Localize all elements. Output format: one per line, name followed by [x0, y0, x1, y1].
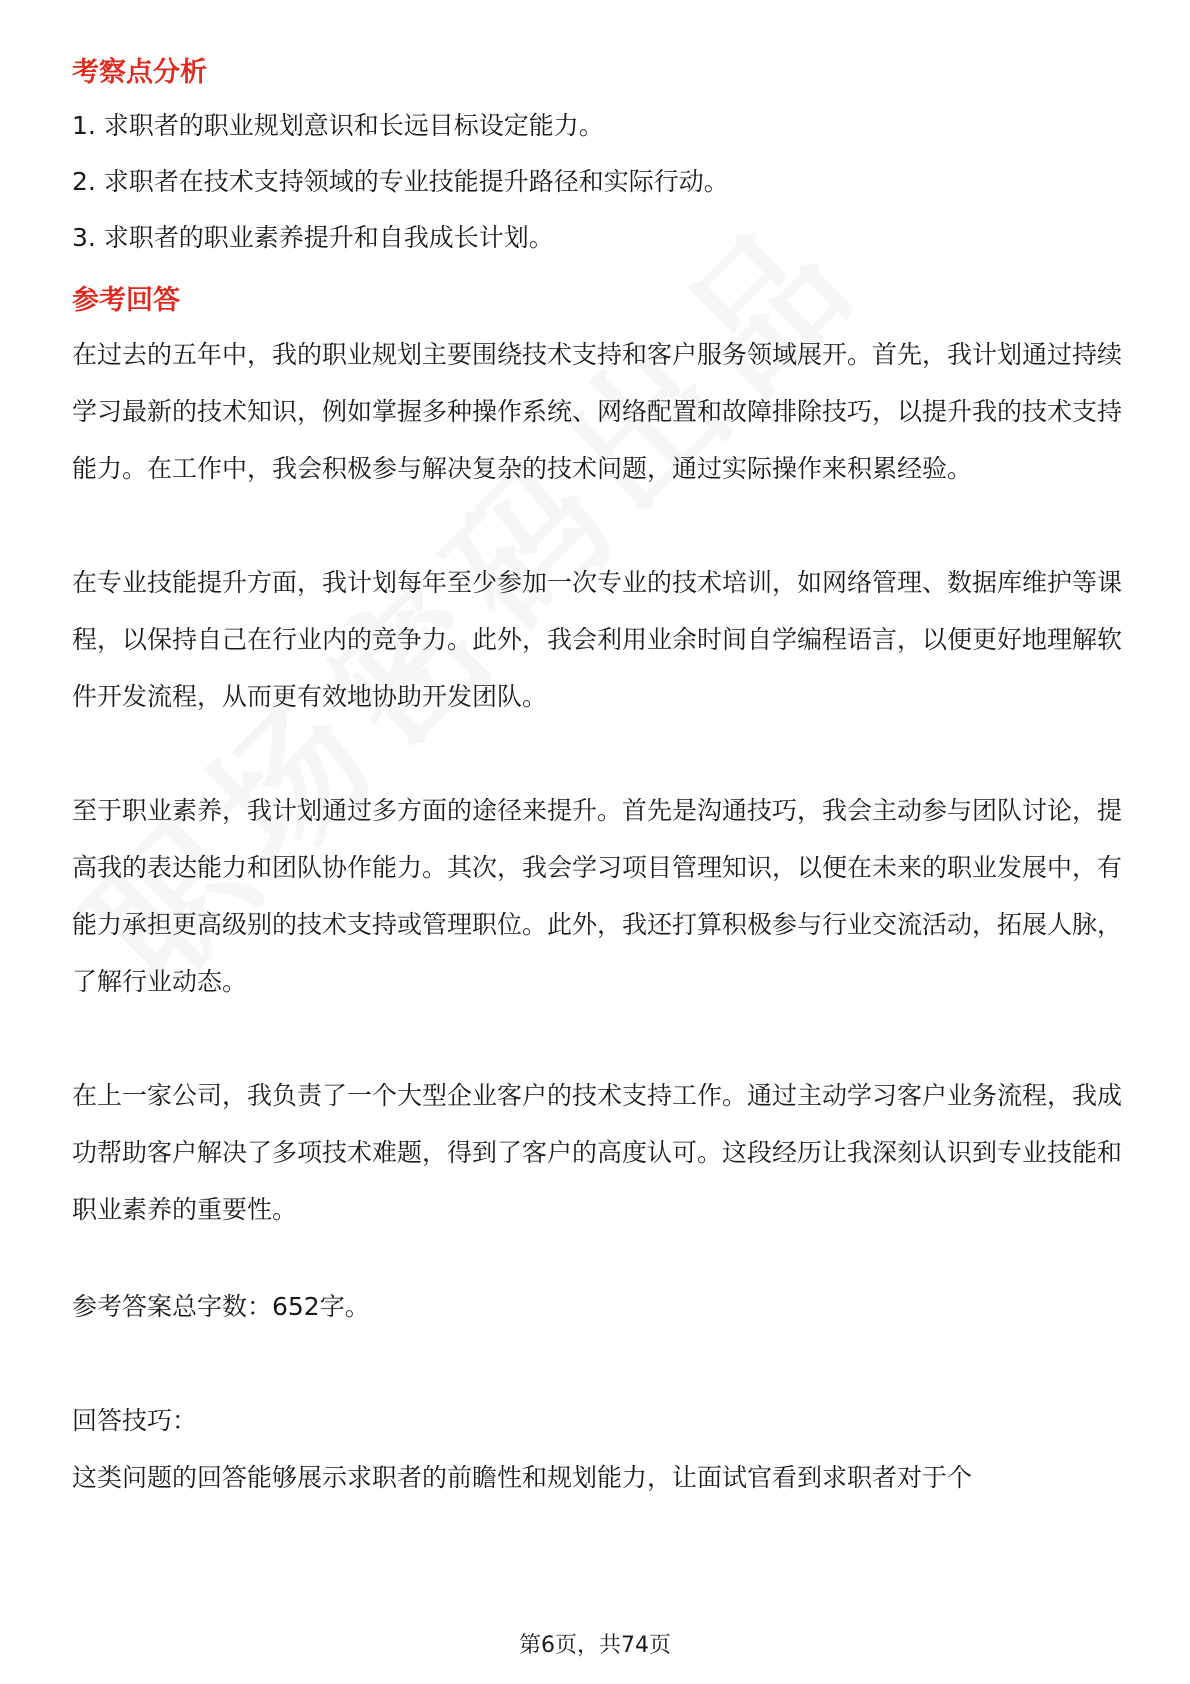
analysis-item: 2. 求职者在技术支持领域的专业技能提升路径和实际行动。 [72, 167, 729, 196]
page-footer: 第6页，共74页 [519, 1633, 671, 1658]
word-count: 参考答案总字数：652字。 [72, 1292, 370, 1321]
analysis-item: 3. 求职者的职业素养提升和自我成长计划。 [72, 223, 554, 252]
tips-text: 这类问题的回答能够展示求职者的前瞻性和规划能力，让面试官看到求职者对于个 [72, 1463, 973, 1492]
answer-paragraph: 在过去的五年中，我的职业规划主要围绕技术支持和客户服务领域展开。首先，我计划通过持续学习最新的技术知识，例如掌握多种操作系统、网络配置和故障排除技巧，以提升我的技术支持能力。在工作中，我会积极参与解决复杂的技术问题，通过实际操作来积累经验。 [72, 340, 1123, 483]
answer-paragraph: 至于职业素养，我计划通过多方面的途径来提升。首先是沟通技巧，我会主动参与团队讨论，提高我的表达能力和团队协作能力。其次，我会学习项目管理知识，以便在未来的职业发展中，有能力承担更高级别的技术支持或管理职位。此外，我还打算积极参与行业交流活动，拓展人脉，了解行业动态。 [72, 796, 1123, 996]
answer-title: 参考回答 [72, 285, 180, 316]
answer-paragraph: 在专业技能提升方面，我计划每年至少参加一次专业的技术培训，如网络管理、数据库维护等课程，以保持自己在行业内的竞争力。此外，我会利用业余时间自学编程语言，以便更好地理解软件开发流程，从而更有效地协助开发团队。 [72, 568, 1123, 711]
analysis-item: 1. 求职者的职业规划意识和长远目标设定能力。 [72, 111, 604, 140]
answer-paragraph: 在上一家公司，我负责了一个大型企业客户的技术支持工作。通过主动学习客户业务流程，我成功帮助客户解决了多项技术难题，得到了客户的高度认可。这段经历让我深刻认识到专业技能和职业素养的重要性。 [72, 1081, 1123, 1224]
document-body [72, 48, 1122, 1506]
tips-label: 回答技巧： [72, 1406, 198, 1435]
analysis-title: 考察点分析 [72, 57, 207, 88]
